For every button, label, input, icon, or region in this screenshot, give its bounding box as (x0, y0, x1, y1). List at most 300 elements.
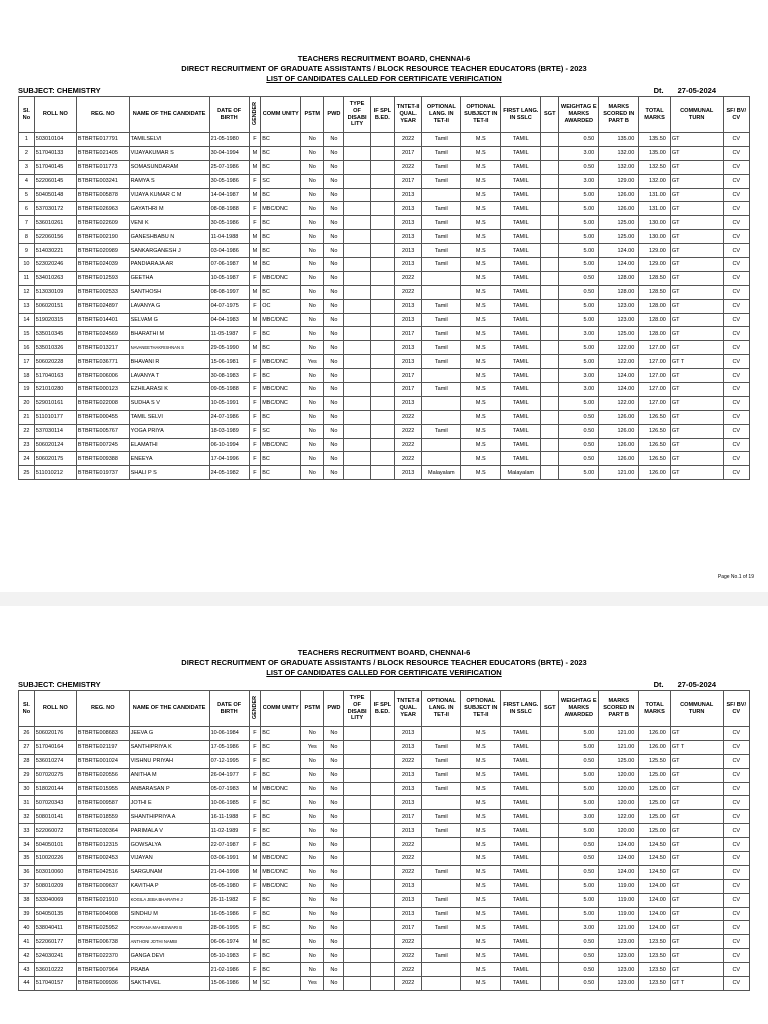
cell-tntet-year: 2022 (394, 852, 421, 866)
cell-total-marks: 123.50 (639, 949, 671, 963)
cell-weightage-marks: 0.50 (559, 865, 599, 879)
cell-pstm: No (301, 202, 324, 216)
header-row (19, 97, 750, 133)
cell-sf-bv-cv: CV (723, 949, 749, 963)
cell-sl-no: 20 (19, 396, 35, 410)
cell-optional-language: Tamil (422, 754, 461, 768)
column-header-turn: COMMUNAL TURN (670, 691, 723, 727)
cell-gender: M (249, 244, 261, 258)
table-row (19, 341, 750, 355)
cell-disability-type (344, 754, 370, 768)
cell-weightage-marks: 5.00 (559, 727, 599, 741)
cell-sl-no: 34 (19, 838, 35, 852)
cell-optional-language (422, 369, 461, 383)
cell-date-of-birth: 15-06-1981 (209, 355, 249, 369)
cell-total-marks: 126.50 (639, 438, 671, 452)
header-line-2: DIRECT RECRUITMENT OF GRADUATE ASSISTANTS / BLOCK RESOURCE TEACHER EDUCATORS (BRTE) - 2023 (181, 658, 587, 667)
cell-first-language: TAMIL (501, 907, 541, 921)
cell-date-of-birth: 26-11-1982 (209, 893, 249, 907)
cell-total-marks: 126.50 (639, 452, 671, 466)
cell-roll-no: 536010261 (34, 216, 76, 230)
cell-part-b-marks: 135.00 (599, 133, 639, 147)
cell-weightage-marks: 5.00 (559, 258, 599, 272)
column-header-optsub: OPTIONAL SUBJECT IN TET-II (461, 97, 501, 133)
cell-candidate-name: SHALI P S (129, 466, 209, 480)
cell-gender: M (249, 313, 261, 327)
cell-reg-no: BTBRTE006006 (76, 369, 129, 383)
cell-date-of-birth: 21-05-1980 (209, 133, 249, 147)
cell-part-b-marks: 126.00 (599, 438, 639, 452)
cell-part-b-marks: 121.00 (599, 921, 639, 935)
cell-candidate-name: GANGA DEVI (129, 949, 209, 963)
header-row (19, 691, 750, 727)
cell-roll-no: 504050101 (34, 838, 76, 852)
cell-sgt (541, 313, 559, 327)
cell-spl-bed (370, 852, 394, 866)
cell-sl-no: 21 (19, 410, 35, 424)
cell-gender: F (249, 740, 261, 754)
cell-total-marks: 126.50 (639, 424, 671, 438)
cell-disability-type (344, 160, 370, 174)
cell-sf-bv-cv: CV (723, 452, 749, 466)
cell-first-language: TAMIL (501, 355, 541, 369)
cell-spl-bed (370, 160, 394, 174)
cell-candidate-name: PANDIARAJA AR (129, 258, 209, 272)
cell-total-marks: 128.00 (639, 327, 671, 341)
table-row (19, 466, 750, 480)
column-header-tnyear: TNTET-II QUAL. YEAR (394, 97, 421, 133)
cell-part-b-marks: 119.00 (599, 893, 639, 907)
date-label: Dt. (653, 86, 664, 95)
cell-disability-type (344, 216, 370, 230)
cell-weightage-marks: 5.00 (559, 202, 599, 216)
cell-optional-language: Tamil (422, 216, 461, 230)
cell-roll-no: 517040157 (34, 977, 76, 991)
cell-sl-no: 25 (19, 466, 35, 480)
cell-optional-subject: M.S (461, 258, 501, 272)
cell-tntet-year: 2013 (394, 466, 421, 480)
cell-communal-turn: GT (670, 935, 723, 949)
cell-sgt (541, 466, 559, 480)
cell-sf-bv-cv: CV (723, 466, 749, 480)
column-header-reg: REG. NO (76, 97, 129, 133)
cell-sf-bv-cv: CV (723, 174, 749, 188)
cell-sf-bv-cv: CV (723, 893, 749, 907)
cell-communal-turn: GT (670, 796, 723, 810)
column-header-total: TOTAL MARKS (639, 97, 671, 133)
cell-part-b-marks: 125.00 (599, 230, 639, 244)
cell-date-of-birth: 25-07-1986 (209, 160, 249, 174)
cell-gender: F (249, 907, 261, 921)
cell-tntet-year: 2013 (394, 768, 421, 782)
cell-community: BC (261, 258, 301, 272)
column-header-firstlang: FIRST LANG. IN SSLC (501, 691, 541, 727)
cell-tntet-year: 2022 (394, 424, 421, 438)
cell-total-marks: 126.50 (639, 410, 671, 424)
cell-roll-no: 536010222 (34, 963, 76, 977)
cell-total-marks: 125.00 (639, 796, 671, 810)
cell-date-of-birth: 16-05-1986 (209, 907, 249, 921)
header-line-3: LIST OF CANDIDATES CALLED FOR CERTIFICATE VERIFICATION (266, 668, 502, 677)
cell-sl-no: 17 (19, 355, 35, 369)
cell-pwd: No (324, 810, 344, 824)
candidates-table (18, 96, 750, 480)
cell-gender: F (249, 216, 261, 230)
column-header-weight: WEIGHTAG E MARKS AWARDED (559, 97, 599, 133)
cell-gender: F (249, 824, 261, 838)
table-row (19, 824, 750, 838)
cell-community: BC (261, 740, 301, 754)
cell-total-marks: 123.50 (639, 963, 671, 977)
cell-communal-turn: GT (670, 299, 723, 313)
cell-communal-turn: GT (670, 160, 723, 174)
cell-pwd: No (324, 313, 344, 327)
cell-weightage-marks: 0.50 (559, 963, 599, 977)
column-header-name: NAME OF THE CANDIDATE (129, 691, 209, 727)
cell-communal-turn: GT (670, 852, 723, 866)
cell-first-language: TAMIL (501, 949, 541, 963)
column-header-optsub: OPTIONAL SUBJECT IN TET-II (461, 691, 501, 727)
cell-total-marks: 124.50 (639, 852, 671, 866)
cell-disability-type (344, 852, 370, 866)
cell-pstm: No (301, 244, 324, 258)
cell-tntet-year: 2022 (394, 133, 421, 147)
header-line-2: DIRECT RECRUITMENT OF GRADUATE ASSISTANTS / BLOCK RESOURCE TEACHER EDUCATORS (BRTE) - 2023 (181, 64, 587, 73)
cell-roll-no: 513030109 (34, 285, 76, 299)
cell-optional-subject: M.S (461, 796, 501, 810)
cell-communal-turn: GT (670, 133, 723, 147)
cell-weightage-marks: 0.50 (559, 852, 599, 866)
cell-disability-type (344, 341, 370, 355)
cell-optional-subject: M.S (461, 355, 501, 369)
cell-weightage-marks: 5.00 (559, 216, 599, 230)
cell-community: BC (261, 893, 301, 907)
cell-tntet-year: 2013 (394, 299, 421, 313)
cell-first-language: TAMIL (501, 174, 541, 188)
cell-pwd: No (324, 383, 344, 397)
cell-optional-language (422, 271, 461, 285)
cell-first-language: TAMIL (501, 258, 541, 272)
cell-disability-type (344, 727, 370, 741)
cell-part-b-marks: 122.00 (599, 810, 639, 824)
cell-communal-turn: GT (670, 838, 723, 852)
cell-sf-bv-cv: CV (723, 879, 749, 893)
cell-sf-bv-cv: CV (723, 768, 749, 782)
table-row (19, 299, 750, 313)
cell-part-b-marks: 132.00 (599, 160, 639, 174)
cell-first-language: TAMIL (501, 893, 541, 907)
cell-sf-bv-cv: CV (723, 727, 749, 741)
cell-community: BC (261, 410, 301, 424)
cell-gender: F (249, 174, 261, 188)
cell-total-marks: 125.00 (639, 810, 671, 824)
cell-optional-language (422, 879, 461, 893)
cell-sgt (541, 796, 559, 810)
cell-date-of-birth: 24-07-1986 (209, 410, 249, 424)
cell-pstm: No (301, 424, 324, 438)
cell-pstm: No (301, 383, 324, 397)
cell-optional-subject: M.S (461, 341, 501, 355)
cell-spl-bed (370, 963, 394, 977)
cell-pstm: No (301, 963, 324, 977)
cell-pstm: No (301, 438, 324, 452)
cell-spl-bed (370, 810, 394, 824)
table-row (19, 285, 750, 299)
date-label: Dt. (653, 680, 664, 689)
cell-sl-no: 5 (19, 188, 35, 202)
cell-first-language: TAMIL (501, 424, 541, 438)
cell-first-language: TAMIL (501, 796, 541, 810)
table-row (19, 852, 750, 866)
cell-reg-no: BTBRTE005878 (76, 188, 129, 202)
cell-sl-no: 8 (19, 230, 35, 244)
cell-optional-language: Tamil (422, 921, 461, 935)
cell-sf-bv-cv: CV (723, 313, 749, 327)
cell-optional-subject: M.S (461, 824, 501, 838)
cell-tntet-year: 2013 (394, 202, 421, 216)
cell-optional-language (422, 285, 461, 299)
cell-total-marks: 132.00 (639, 174, 671, 188)
cell-sl-no: 35 (19, 852, 35, 866)
cell-date-of-birth: 11-04-1988 (209, 230, 249, 244)
cell-reg-no: BTBRTE012315 (76, 838, 129, 852)
cell-optional-subject: M.S (461, 396, 501, 410)
cell-disability-type (344, 244, 370, 258)
cell-gender: F (249, 949, 261, 963)
cell-date-of-birth: 29-05-1990 (209, 341, 249, 355)
cell-optional-language (422, 410, 461, 424)
cell-sgt (541, 299, 559, 313)
cell-tntet-year: 2022 (394, 949, 421, 963)
cell-reg-no: BTBRTE006738 (76, 935, 129, 949)
cell-date-of-birth: 30-04-1994 (209, 146, 249, 160)
table-row (19, 271, 750, 285)
cell-communal-turn: GT (670, 341, 723, 355)
cell-candidate-name: VIJAYAKUMAR S (129, 146, 209, 160)
cell-first-language: TAMIL (501, 977, 541, 991)
cell-first-language: TAMIL (501, 838, 541, 852)
cell-gender: F (249, 424, 261, 438)
cell-optional-language: Tamil (422, 230, 461, 244)
cell-pstm: No (301, 754, 324, 768)
cell-sgt (541, 285, 559, 299)
cell-date-of-birth: 30-08-1983 (209, 369, 249, 383)
cell-spl-bed (370, 935, 394, 949)
cell-first-language: TAMIL (501, 313, 541, 327)
cell-disability-type (344, 133, 370, 147)
cell-weightage-marks: 0.50 (559, 838, 599, 852)
table-row (19, 383, 750, 397)
cell-reg-no: BTBRTE020989 (76, 244, 129, 258)
cell-date-of-birth: 10-05-1987 (209, 271, 249, 285)
cell-optional-subject: M.S (461, 327, 501, 341)
cell-tntet-year: 2013 (394, 341, 421, 355)
cell-total-marks: 124.00 (639, 879, 671, 893)
cell-part-b-marks: 123.00 (599, 313, 639, 327)
cell-communal-turn: GT (670, 258, 723, 272)
cell-optional-language (422, 727, 461, 741)
cell-communal-turn: GT (670, 893, 723, 907)
table-row (19, 452, 750, 466)
cell-communal-turn: GT (670, 202, 723, 216)
table-row (19, 396, 750, 410)
cell-sf-bv-cv: CV (723, 810, 749, 824)
cell-pwd: No (324, 133, 344, 147)
cell-weightage-marks: 5.00 (559, 740, 599, 754)
cell-sgt (541, 327, 559, 341)
cell-weightage-marks: 3.00 (559, 810, 599, 824)
cell-date-of-birth: 11-05-1987 (209, 327, 249, 341)
cell-first-language: TAMIL (501, 782, 541, 796)
cell-sf-bv-cv: CV (723, 244, 749, 258)
cell-weightage-marks: 3.00 (559, 327, 599, 341)
cell-optional-language: Tamil (422, 160, 461, 174)
cell-pwd: No (324, 935, 344, 949)
cell-reg-no: BTBRTE002453 (76, 852, 129, 866)
cell-date-of-birth: 17-05-1986 (209, 740, 249, 754)
cell-reg-no: BTBRTE042516 (76, 865, 129, 879)
cell-gender: F (249, 355, 261, 369)
table-row (19, 865, 750, 879)
table-row (19, 174, 750, 188)
cell-spl-bed (370, 202, 394, 216)
cell-reg-no: BTBRTE000455 (76, 410, 129, 424)
cell-gender: F (249, 727, 261, 741)
cell-sl-no: 1 (19, 133, 35, 147)
cell-pwd: No (324, 852, 344, 866)
cell-sgt (541, 893, 559, 907)
cell-gender: F (249, 133, 261, 147)
cell-sf-bv-cv: CV (723, 271, 749, 285)
cell-first-language: TAMIL (501, 810, 541, 824)
cell-optional-subject: M.S (461, 879, 501, 893)
cell-date-of-birth: 03-06-1991 (209, 852, 249, 866)
cell-date-of-birth: 21-02-1986 (209, 963, 249, 977)
cell-candidate-name: BHARATHI M (129, 327, 209, 341)
cell-gender: M (249, 146, 261, 160)
cell-spl-bed (370, 768, 394, 782)
cell-optional-language: Tamil (422, 355, 461, 369)
cell-optional-subject: M.S (461, 466, 501, 480)
cell-spl-bed (370, 244, 394, 258)
column-header-spl: IF SPL B.ED. (370, 691, 394, 727)
cell-candidate-name: SAKTHIVEL (129, 977, 209, 991)
cell-reg-no: BTBRTE021910 (76, 893, 129, 907)
cell-sf-bv-cv: CV (723, 754, 749, 768)
cell-optional-language: Malayalam (422, 466, 461, 480)
cell-reg-no: BTBRTE022370 (76, 949, 129, 963)
cell-optional-subject: M.S (461, 852, 501, 866)
date-value: 27-05-2024 (677, 86, 716, 95)
cell-reg-no: BTBRTE013217 (76, 341, 129, 355)
cell-sf-bv-cv: CV (723, 438, 749, 452)
cell-disability-type (344, 438, 370, 452)
cell-optional-language: Tamil (422, 768, 461, 782)
cell-candidate-name: GEETHA (129, 271, 209, 285)
cell-total-marks: 127.00 (639, 383, 671, 397)
table-row (19, 438, 750, 452)
cell-pwd: No (324, 907, 344, 921)
cell-community: BC (261, 768, 301, 782)
cell-first-language: TAMIL (501, 410, 541, 424)
cell-optional-subject: M.S (461, 921, 501, 935)
cell-sgt (541, 824, 559, 838)
cell-candidate-name: PARIMALA V (129, 824, 209, 838)
cell-total-marks: 126.00 (639, 740, 671, 754)
cell-tntet-year: 2022 (394, 410, 421, 424)
cell-weightage-marks: 3.00 (559, 383, 599, 397)
cell-tntet-year: 2022 (394, 754, 421, 768)
cell-candidate-name: SOMASUNDARAM (129, 160, 209, 174)
date-block (654, 86, 716, 96)
cell-optional-language: Tamil (422, 313, 461, 327)
cell-weightage-marks: 0.50 (559, 271, 599, 285)
table-row (19, 782, 750, 796)
table-row (19, 133, 750, 147)
cell-weightage-marks: 5.00 (559, 299, 599, 313)
cell-spl-bed (370, 754, 394, 768)
cell-optional-language: Tamil (422, 383, 461, 397)
cell-first-language: TAMIL (501, 230, 541, 244)
table-row (19, 327, 750, 341)
cell-reg-no: BTBRTE009388 (76, 452, 129, 466)
cell-reg-no: BTBRTE009637 (76, 879, 129, 893)
cell-roll-no: 508010141 (34, 810, 76, 824)
cell-total-marks: 130.00 (639, 230, 671, 244)
cell-community: BC (261, 327, 301, 341)
cell-spl-bed (370, 383, 394, 397)
cell-communal-turn: GT (670, 754, 723, 768)
cell-pwd: No (324, 258, 344, 272)
cell-candidate-name: KAVITHA P (129, 879, 209, 893)
cell-disability-type (344, 879, 370, 893)
cell-part-b-marks: 124.00 (599, 838, 639, 852)
subject-label: SUBJECT: CHEMISTRY (18, 680, 101, 689)
cell-sf-bv-cv: CV (723, 396, 749, 410)
cell-reg-no: BTBRTE018559 (76, 810, 129, 824)
cell-candidate-name: GAYATHRI M (129, 202, 209, 216)
cell-pstm: Yes (301, 740, 324, 754)
cell-roll-no: 506020175 (34, 452, 76, 466)
cell-weightage-marks: 3.00 (559, 369, 599, 383)
cell-sf-bv-cv: CV (723, 865, 749, 879)
cell-sgt (541, 396, 559, 410)
cell-gender: F (249, 754, 261, 768)
cell-date-of-birth: 21-04-1998 (209, 865, 249, 879)
cell-roll-no: 536010274 (34, 754, 76, 768)
cell-pwd: No (324, 977, 344, 991)
cell-candidate-name: JEEVA G (129, 727, 209, 741)
cell-pwd: No (324, 727, 344, 741)
cell-sgt (541, 341, 559, 355)
cell-candidate-name: SANTHOSH (129, 285, 209, 299)
cell-pstm: No (301, 146, 324, 160)
cell-total-marks: 128.50 (639, 285, 671, 299)
cell-roll-no: 522060156 (34, 230, 76, 244)
cell-optional-subject: M.S (461, 299, 501, 313)
cell-first-language: TAMIL (501, 879, 541, 893)
cell-community: BC (261, 160, 301, 174)
cell-sgt (541, 355, 559, 369)
column-header-pstm: PSTM (301, 691, 324, 727)
table-row (19, 146, 750, 160)
cell-weightage-marks: 0.50 (559, 160, 599, 174)
cell-disability-type (344, 810, 370, 824)
cell-first-language: TAMIL (501, 768, 541, 782)
cell-candidate-name: GANESHBABU N (129, 230, 209, 244)
table-row (19, 313, 750, 327)
cell-sf-bv-cv: CV (723, 160, 749, 174)
